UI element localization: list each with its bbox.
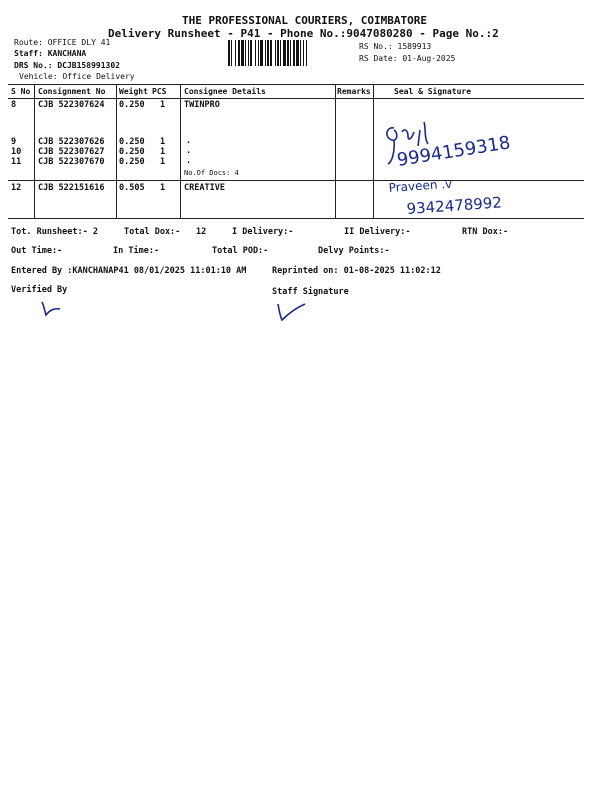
handwritten-signature-1 bbox=[380, 108, 540, 170]
handwritten-phone-1: 9994159318 bbox=[395, 132, 512, 171]
reprinted-on: Reprinted on: 01-08-2025 11:02:12 bbox=[272, 266, 441, 276]
row-pcs: 1 bbox=[160, 183, 166, 193]
row-sno: 10 bbox=[11, 147, 22, 157]
company-title: THE PROFESSIONAL COURIERS, COIMBATORE bbox=[182, 14, 428, 27]
vehicle-label: Vehicle: Office Delivery bbox=[19, 72, 135, 81]
rtn-dox: RTN Dox:- bbox=[462, 227, 509, 237]
col-divider bbox=[373, 84, 374, 218]
handwritten-phone-2: 9342478992 bbox=[406, 193, 503, 218]
row-details: TWINPRO bbox=[184, 100, 220, 110]
header-consignment-no: Consignment No bbox=[38, 87, 106, 96]
ii-delivery: II Delivery:- bbox=[344, 227, 411, 237]
table-top-border bbox=[8, 84, 584, 85]
row-sno: 9 bbox=[11, 137, 17, 147]
in-time: In Time:- bbox=[113, 246, 160, 256]
header-pcs: PCS bbox=[152, 87, 167, 96]
row-consignment-no: CJB 522307670 bbox=[38, 157, 105, 167]
no-of-docs: No.Of Docs: 4 bbox=[184, 169, 239, 177]
row-consignment-no: CJB 522151616 bbox=[38, 183, 105, 193]
col-divider bbox=[116, 84, 117, 218]
route-label: Route: OFFICE DLY 41 bbox=[14, 38, 111, 47]
col-divider bbox=[34, 84, 35, 218]
row-sno: 8 bbox=[11, 100, 17, 110]
entered-by: Entered By :KANCHANAP41 08/01/2025 11:01:10 AM bbox=[11, 266, 247, 276]
runsheet-subtitle: Delivery Runsheet - P41 - Phone No.:9047080280 - Page No.:2 bbox=[108, 27, 499, 40]
header-remarks: Remarks bbox=[337, 87, 371, 96]
handwritten-name: Praveen .v bbox=[388, 176, 453, 195]
row-pcs: 1 bbox=[160, 157, 166, 167]
staff-signature-label: Staff Signature bbox=[272, 287, 349, 297]
rs-date: RS Date: 01-Aug-2025 bbox=[359, 54, 456, 63]
staff-signature-tick-mark bbox=[274, 298, 308, 324]
table-header-border bbox=[8, 98, 584, 99]
row-weight: 0.250 bbox=[119, 100, 145, 110]
row-details: . bbox=[186, 156, 192, 166]
row-details: . bbox=[186, 146, 192, 156]
header-sno: S No bbox=[11, 87, 31, 96]
tot-runsheet: Tot. Runsheet:- 2 bbox=[11, 227, 98, 237]
row-consignment-no: CJB 522307626 bbox=[38, 137, 105, 147]
row-weight: 0.250 bbox=[119, 147, 145, 157]
i-delivery: I Delivery:- bbox=[232, 227, 294, 237]
delvy-points: Delvy Points:- bbox=[318, 246, 390, 256]
staff-label: Staff: KANCHANA bbox=[14, 49, 87, 58]
total-dox-value: 12 bbox=[196, 227, 207, 237]
total-pod: Total POD:- bbox=[212, 246, 269, 256]
row-consignment-no: CJB 522307624 bbox=[38, 100, 105, 110]
handwritten-signature-2 bbox=[385, 178, 535, 222]
verified-tick-mark bbox=[38, 296, 64, 318]
row-pcs: 1 bbox=[160, 100, 166, 110]
header-seal-signature: Seal & Signature bbox=[394, 87, 472, 96]
row-pcs: 1 bbox=[160, 137, 166, 147]
col-divider bbox=[335, 84, 336, 218]
row-sno: 11 bbox=[11, 157, 22, 167]
row-weight: 0.250 bbox=[119, 137, 145, 147]
barcode bbox=[228, 40, 352, 66]
col-divider bbox=[180, 84, 181, 218]
total-dox-label: Total Dox:- bbox=[124, 227, 181, 237]
row-details: . bbox=[186, 136, 192, 146]
header-weight: Weight bbox=[119, 87, 148, 96]
row-weight: 0.250 bbox=[119, 157, 145, 167]
row-weight: 0.505 bbox=[119, 183, 145, 193]
out-time: Out Time:- bbox=[11, 246, 63, 256]
row-details: CREATIVE bbox=[184, 183, 225, 193]
header-consignee-details: Consignee Details bbox=[184, 87, 266, 96]
row-sno: 12 bbox=[11, 183, 22, 193]
row-pcs: 1 bbox=[160, 147, 166, 157]
rs-number: RS No.: 1589913 bbox=[359, 42, 432, 51]
row-consignment-no: CJB 522307627 bbox=[38, 147, 105, 157]
verified-by-label: Verified By bbox=[11, 285, 68, 295]
drs-number: DRS No.: DCJB158991302 bbox=[14, 61, 120, 70]
